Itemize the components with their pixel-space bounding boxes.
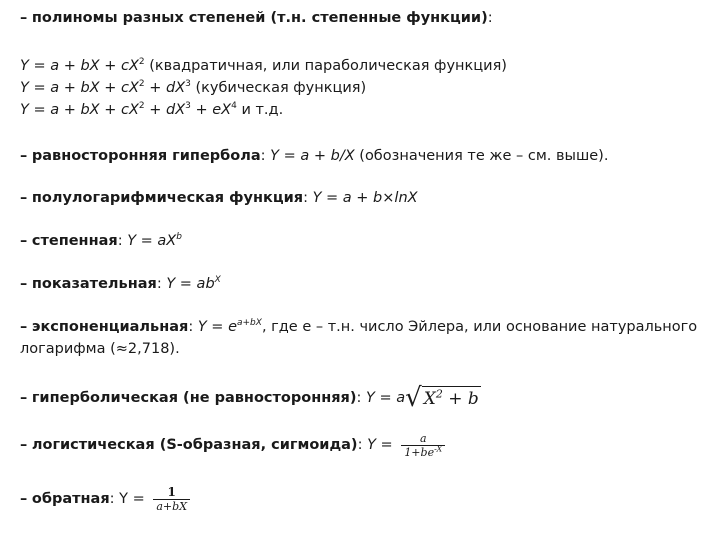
inverse-title: обратная [31, 491, 110, 507]
power-item: – степенная: $Y = aX^b$ [20, 232, 182, 249]
expo-item: – экспоненциальная: $Y = e^{a+bX}$, где e – т.н. число Эйлера, или основание натурального [20, 318, 698, 335]
logistic-formula: Y = [367, 437, 398, 453]
inverse-fraction: $\frac{1}{a+bX}$ [153, 486, 190, 513]
polynomials-title: полиномы разных степеней (т.н. степенные функции) [31, 10, 488, 26]
expo-formula: Y = e [197, 319, 237, 335]
exponential-title: показательная [31, 276, 157, 292]
inverse-formula: Y = [119, 491, 150, 507]
exponential-item: – показательная: $Y = ab^X$ [20, 275, 221, 292]
logistic-fraction: $\frac{a}{1+be^{-X}}$ [401, 432, 445, 459]
cubic-formula: Y = a + bX + $cX^2 + dX^3$ (кубическая функция) [20, 79, 367, 96]
nonequi-formula: Y = a [366, 390, 406, 406]
semilog-title: полулогарифмическая функция [31, 190, 304, 206]
logistic-title: логистическая (S-образная, сигмоида) [31, 437, 358, 453]
polynomials-heading: – полиномы разных степеней (т.н. степенные функции): [20, 10, 493, 26]
power-formula: Y = aX [127, 233, 177, 249]
higher-polynomial-formula: Y = a + bX + $cX^2 + dX^3 + eX^4$ и т.д. [20, 101, 284, 118]
nonequi-title: гиперболическая (не равносторонняя) [31, 390, 357, 406]
hyperbola-item: – равносторонняя гипербола: Y = a + b/X (обозначения те же – см. выше). [20, 148, 609, 164]
square-root: √ $X^2 + b$ [405, 383, 479, 413]
expo-note-continued: логарифма (≈2,718). [20, 341, 180, 357]
exponential-formula: Y = ab [166, 276, 215, 292]
expo-title: экспоненциальная [31, 319, 189, 335]
semilog-item: – полулогарифмическая функция: Y = a + b×lnX [20, 190, 418, 206]
inverse-item: – обратная: Y = $\frac{1}{a+bX}$ [20, 484, 190, 514]
bullet-dash: – [20, 10, 28, 26]
quadratic-formula: Y = a + bX + $cX^2$ (квадратичная, или параболическая функция) [20, 57, 507, 74]
hyperbola-formula: Y = a + b/X [270, 148, 355, 164]
nonequi-item: – гиперболическая (не равносторонняя): Y = a√ $X^2 + b$ [20, 383, 479, 413]
hyperbola-title: равносторонняя гипербола [31, 148, 261, 164]
logistic-item: – логистическая (S-образная, сигмоида): Y = $\frac{a}{1+be^{-X}}$ [20, 430, 445, 460]
semilog-formula: Y = a + b×lnX [312, 190, 418, 206]
power-title: степенная [31, 233, 118, 249]
